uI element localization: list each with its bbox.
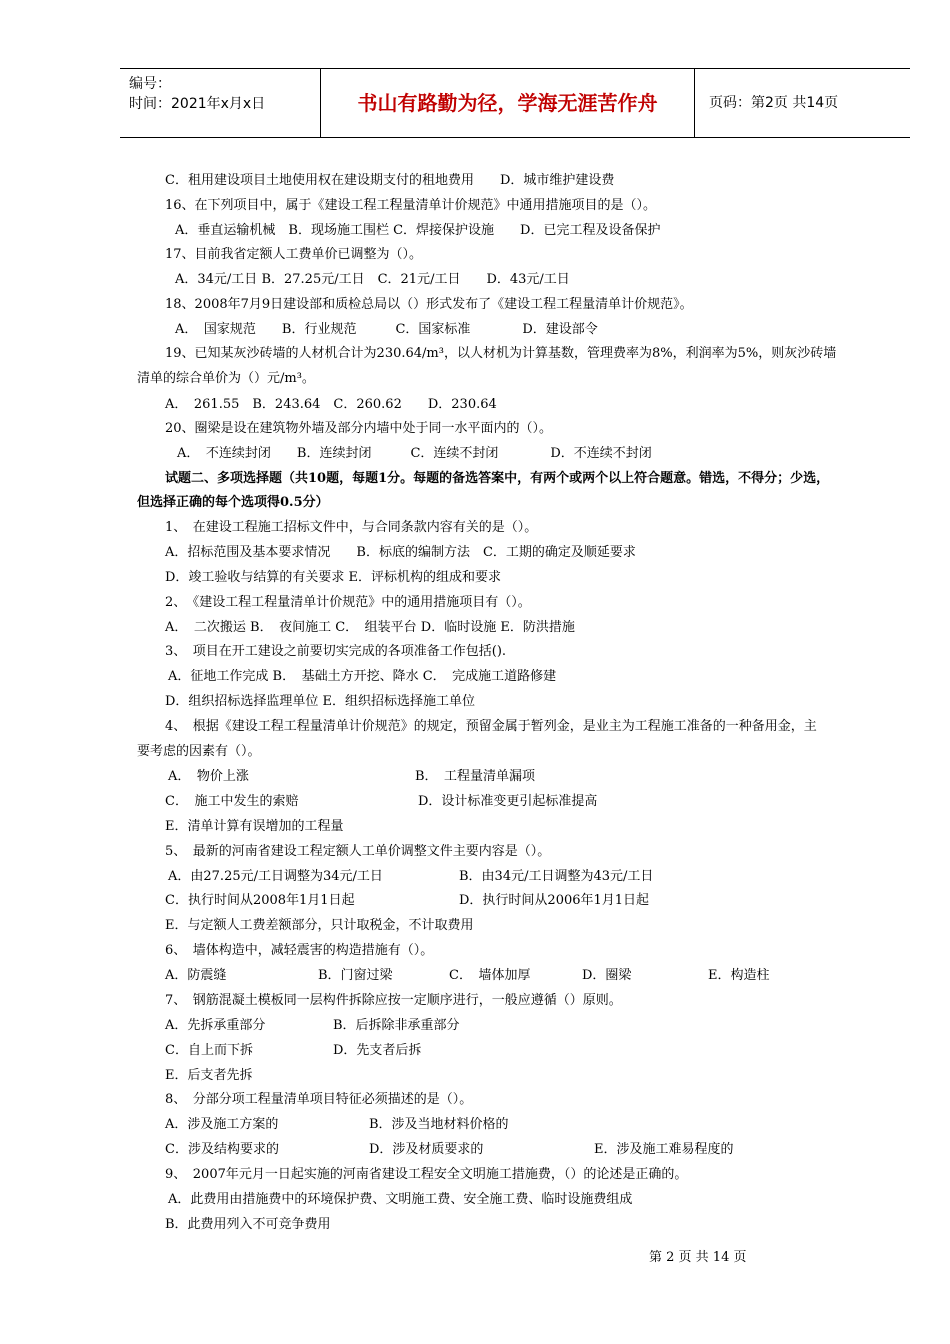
section-title-cont: 但选择正确的每个选项得0.5分） bbox=[137, 495, 329, 510]
mq-4-option-d: D．设计标准变更引起标准提高 bbox=[418, 794, 598, 809]
mq-4: 4、 根据《建设工程工程量清单计价规范》的规定，预留金属于暂列金，是业主为工程施工准备的一种备用金，主 bbox=[165, 719, 817, 734]
mq-8-option-c: C．涉及结构要求的 bbox=[165, 1142, 279, 1157]
mq-7-option-e: E．后支者先拆 bbox=[165, 1068, 253, 1083]
mq-5: 5、 最新的河南省建设工程定额人工单价调整文件主要内容是（）。 bbox=[165, 844, 551, 859]
mq-4-cont: 要考虑的因素有（）。 bbox=[137, 744, 261, 759]
section-title: 试题二、多项选择题（共10题，每题1分。每题的备选答案中，有两个或两个以上符合题意。错选，不得分；少选， bbox=[165, 471, 830, 486]
options-20: A． 不连续封闭 B．连续封闭 C．连续不封闭 D．不连续不封闭 bbox=[177, 446, 652, 461]
mq-5-option-a: A．由27.25元/工日调整为34元/工日 bbox=[168, 869, 383, 884]
options-19: A． 261.55 B．243.64 C．260.62 D．230.64 bbox=[165, 397, 497, 412]
mq-6-option-c: C． 墙体加厚 bbox=[449, 968, 531, 983]
options-17: A．34元/工日 B．27.25元/工日 C．21元/工日 D．43元/工日 bbox=[175, 272, 570, 287]
mq-5-option-c: C．执行时间从2008年1月1日起 bbox=[165, 893, 355, 908]
mq-9-option-a: A．此费用由措施费中的环境保护费、文明施工费、安全施工费、临时设施费组成 bbox=[168, 1192, 633, 1207]
question-17: 17、目前我省定额人工费单价已调整为（）。 bbox=[165, 247, 423, 262]
mq-4-option-b: B． 工程量清单漏项 bbox=[415, 769, 536, 784]
mq-6: 6、 墙体构造中，减轻震害的构造措施有（）。 bbox=[165, 943, 434, 958]
question-19: 19、已知某灰沙砖墙的人材机合计为230.64/m³，以人材机为计算基数，管理费率为8%，利润率为5%，则灰沙砖墙 bbox=[165, 346, 837, 361]
mq-6-option-e: E．构造柱 bbox=[708, 968, 770, 983]
mq-6-option-d: D．圈梁 bbox=[582, 968, 632, 983]
text-line: C．租用建设项目土地使用权在建设期支付的租地费用 D．城市维护建设费 bbox=[165, 173, 615, 188]
page-footer: 第 2 页 共 14 页 bbox=[649, 1250, 747, 1265]
mq-6-option-a: A．防震缝 bbox=[165, 968, 227, 983]
question-18: 18、2008年7月9日建设部和质检总局以（）形式发布了《建设工程工程量清单计价规范》。 bbox=[165, 297, 693, 312]
mq-4-option-e: E．清单计算有误增加的工程量 bbox=[165, 819, 344, 834]
mq-3-options-cont: D．组织招标选择监理单位 E．组织招标选择施工单位 bbox=[165, 694, 476, 709]
page-code: 页码：第2页 共14页 bbox=[709, 95, 839, 111]
mq-8-option-a: A．涉及施工方案的 bbox=[165, 1117, 279, 1132]
mq-3-options: A．征地工作完成 B． 基础土方开挖、降水 C． 完成施工道路修建 bbox=[168, 669, 557, 684]
mq-8-option-e: E．涉及施工难易程度的 bbox=[594, 1142, 734, 1157]
question-16: 16、在下列项目中，属于《建设工程工程量清单计价规范》中通用措施项目的是（）。 bbox=[165, 198, 657, 213]
mq-5-option-e: E．与定额人工费差额部分，只计取税金，不计取费用 bbox=[165, 918, 474, 933]
mq-7-option-a: A．先拆承重部分 bbox=[165, 1018, 266, 1033]
number-label: 编号： bbox=[129, 76, 171, 92]
options-16: A．垂直运输机械 B．现场施工围栏 C．焊接保护设施 D．已完工程及设备保护 bbox=[175, 223, 661, 238]
mq-1-options: A．招标范围及基本要求情况 B．标底的编制方法 C．工期的确定及顺延要求 bbox=[165, 545, 636, 560]
mq-1: 1、 在建设工程施工招标文件中，与合同条款内容有关的是（）。 bbox=[165, 520, 538, 535]
mq-3: 3、 项目在开工建设之前要切实完成的各项准备工作包括(). bbox=[165, 644, 507, 659]
mq-6-option-b: B．门窗过梁 bbox=[318, 968, 393, 983]
options-18: A． 国家规范 B．行业规范 C．国家标准 D．建设部令 bbox=[175, 322, 598, 337]
question-19-cont: 清单的综合单价为（）元/m³。 bbox=[137, 371, 315, 386]
question-20: 20、圈梁是设在建筑物外墙及部分内墙中处于同一水平面内的（）。 bbox=[165, 421, 553, 436]
mq-7-option-b: B．后拆除非承重部分 bbox=[333, 1018, 460, 1033]
document-header bbox=[120, 68, 910, 138]
mq-7-option-c: C．自上而下拆 bbox=[165, 1043, 253, 1058]
mq-5-option-b: B．由34元/工日调整为43元/工日 bbox=[459, 869, 654, 884]
mq-2-options: A． 二次搬运 B． 夜间施工 C． 组装平台 D．临时设施 E．防洪措施 bbox=[165, 620, 575, 635]
mq-4-option-c: C． 施工中发生的索赔 bbox=[165, 794, 299, 809]
header-meta-cell bbox=[120, 69, 321, 137]
mq-8-option-b: B．涉及当地材料价格的 bbox=[369, 1117, 509, 1132]
time-label: 时间：2021年x月x日 bbox=[129, 96, 266, 112]
mq-8-option-d: D．涉及材质要求的 bbox=[369, 1142, 484, 1157]
mq-5-option-d: D．执行时间从2006年1月1日起 bbox=[459, 893, 650, 908]
mq-7: 7、 钢筋混凝土模板同一层构件拆除应按一定顺序进行，一般应遵循（）原则。 bbox=[165, 993, 622, 1008]
mq-1-options-cont: D．竣工验收与结算的有关要求 E．评标机构的组成和要求 bbox=[165, 570, 502, 585]
mq-2: 2、 《建设工程工程量清单计价规范》中的通用措施项目有（）。 bbox=[165, 595, 531, 610]
mq-4-option-a: A． 物价上涨 bbox=[168, 769, 249, 784]
mq-9-option-b: B．此费用列入不可竞争费用 bbox=[165, 1217, 331, 1232]
mq-8: 8、 分部分项工程量清单项目特征必须描述的是（）。 bbox=[165, 1092, 473, 1107]
motto: 书山有路勤为径，学海无涯苦作舟 bbox=[321, 69, 695, 137]
mq-9: 9、 2007年元月一日起实施的河南省建设工程安全文明施工措施费，（）的论述是正确的。 bbox=[165, 1167, 688, 1182]
mq-7-option-d: D．先支者后拆 bbox=[333, 1043, 422, 1058]
